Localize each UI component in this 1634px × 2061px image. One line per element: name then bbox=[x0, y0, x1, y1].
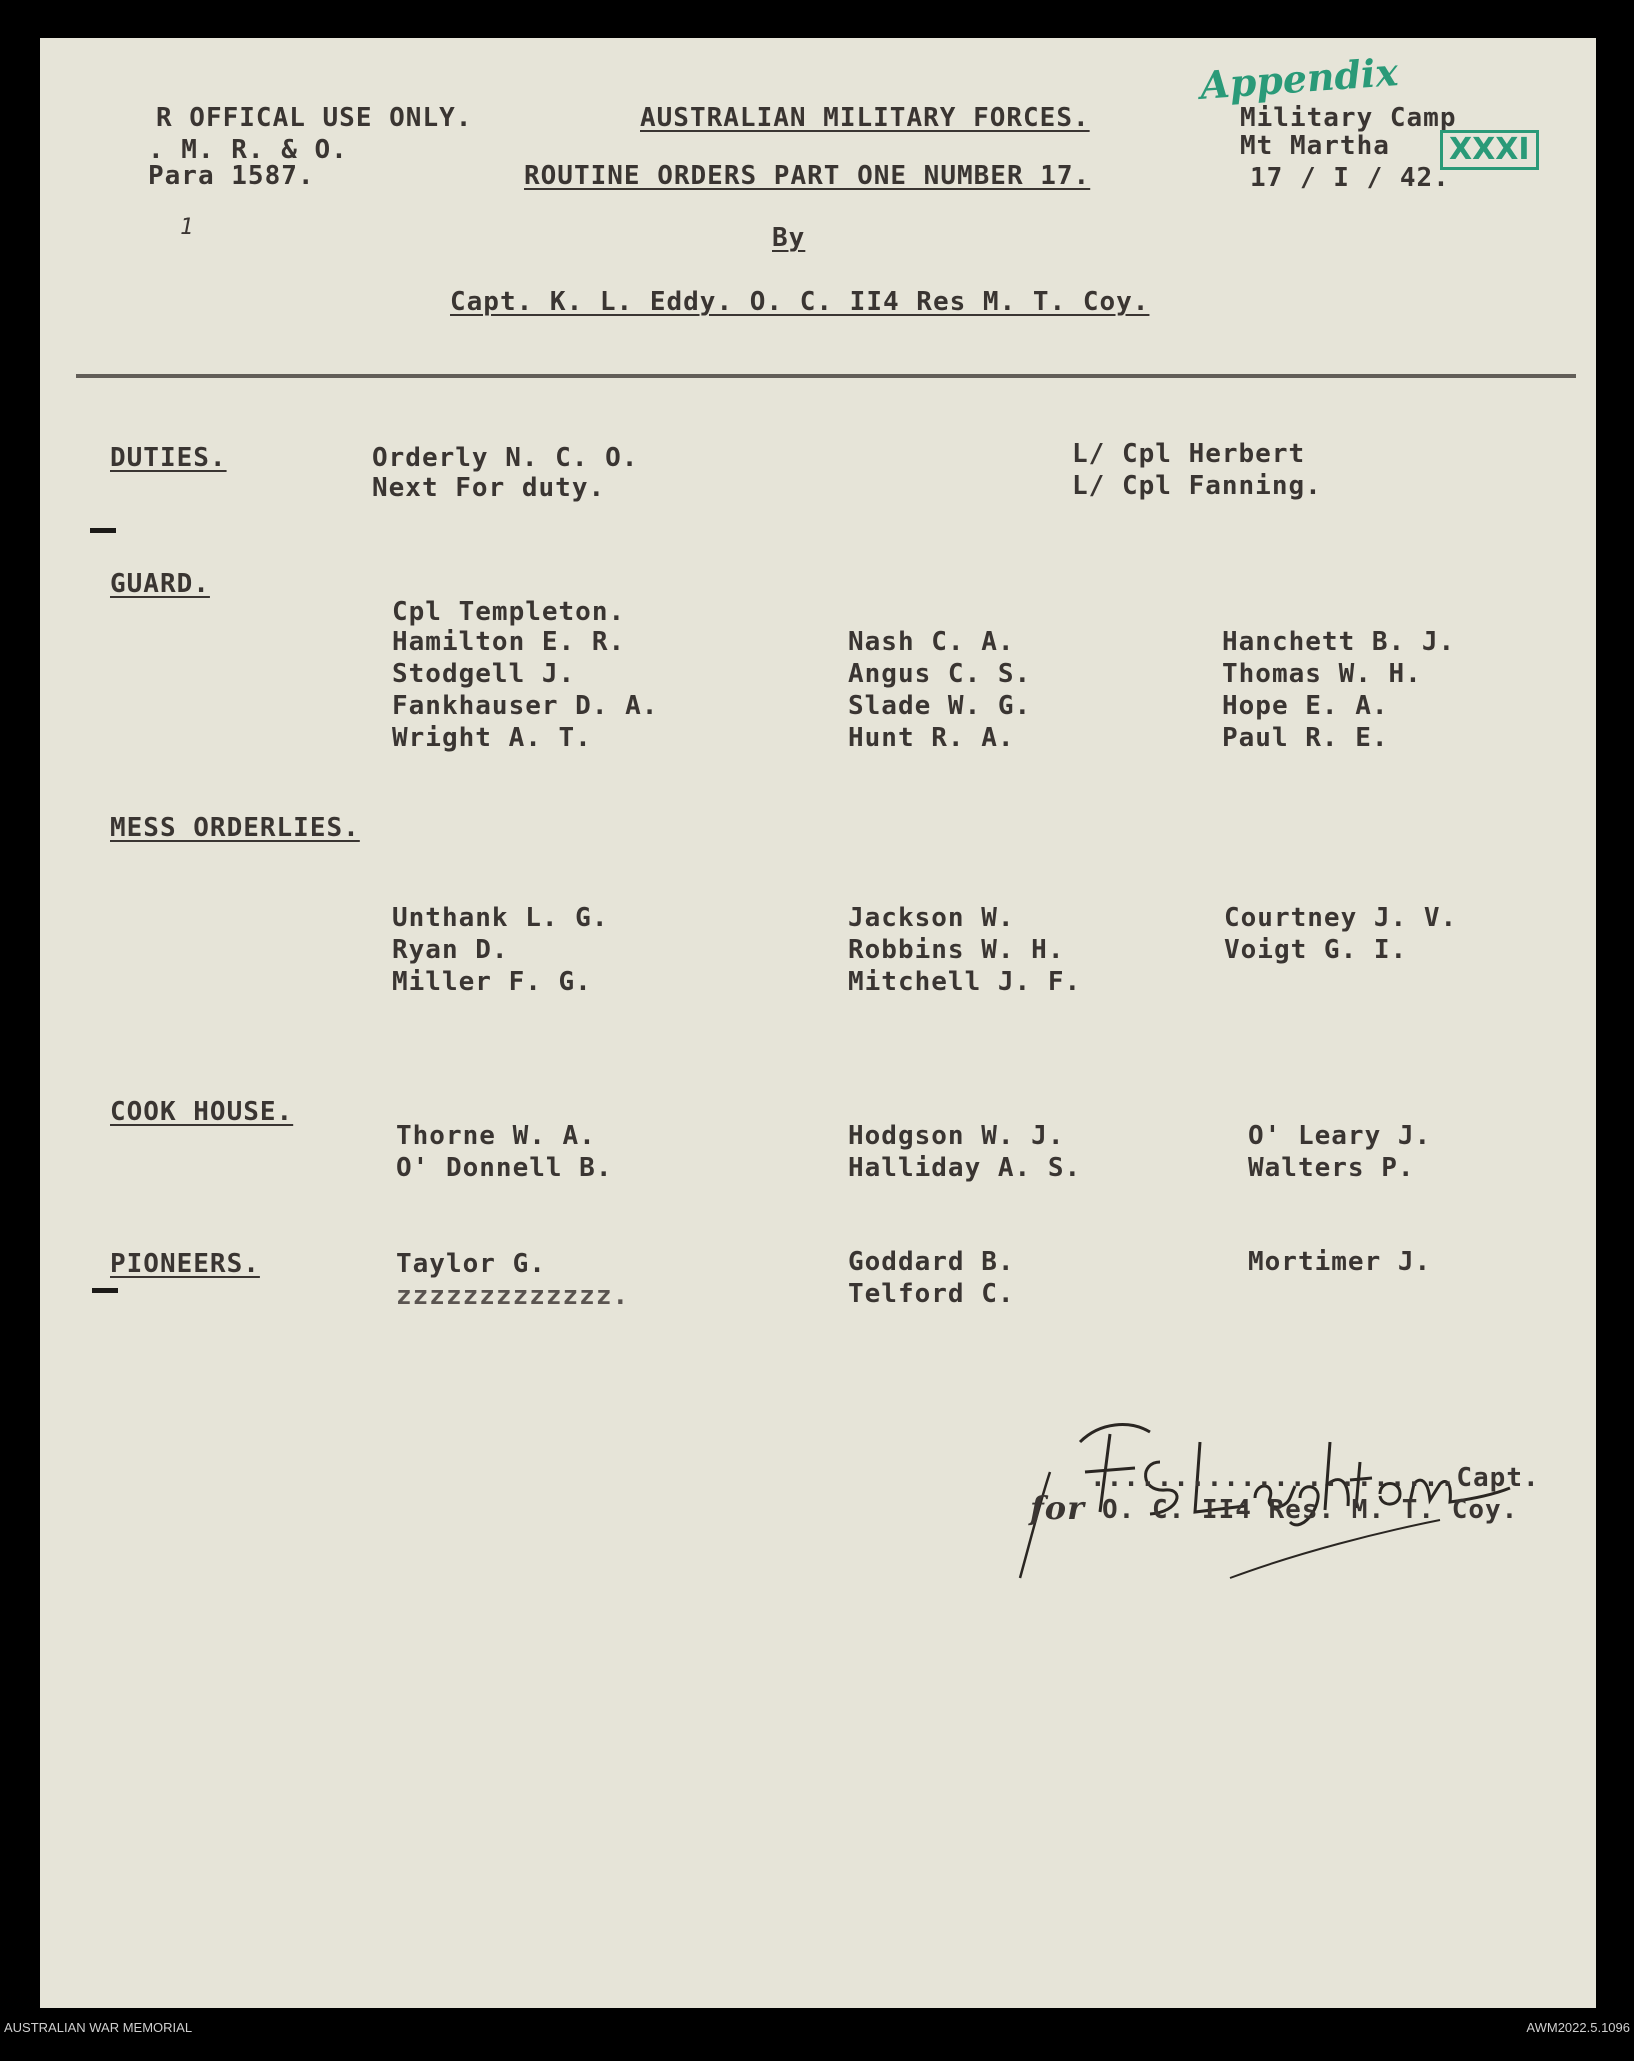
document-title: AUSTRALIAN MILITARY FORCES. bbox=[640, 103, 1090, 133]
list-item: Ryan D. bbox=[392, 935, 509, 965]
pioneers-column-1 bbox=[396, 1248, 629, 1312]
duty-name: L/ Cpl Fanning. bbox=[1072, 471, 1322, 501]
pioneers-column-3 bbox=[1248, 1246, 1431, 1278]
mess-column-1 bbox=[392, 902, 609, 998]
document-page bbox=[40, 38, 1596, 2008]
list-item: Goddard B. bbox=[848, 1247, 1015, 1277]
duty-name: L/ Cpl Herbert bbox=[1072, 439, 1306, 469]
guard-column-3 bbox=[1222, 626, 1455, 754]
list-item: Mitchell J. F. bbox=[848, 967, 1082, 997]
list-item: Taylor G. bbox=[396, 1249, 546, 1279]
footer-catalogue-id: AWM2022.5.1096 bbox=[1526, 2020, 1630, 2035]
document-subtitle: ROUTINE ORDERS PART ONE NUMBER 17. bbox=[524, 161, 1091, 191]
guard-column-2 bbox=[848, 626, 1031, 754]
list-item: Stodgell J. bbox=[392, 659, 576, 689]
camp-location: Mt Martha bbox=[1240, 131, 1390, 161]
appendix-handwriting: Appendix bbox=[1198, 49, 1400, 108]
list-item: Wright A. T. bbox=[392, 723, 592, 753]
list-item: O' Donnell B. bbox=[396, 1153, 613, 1183]
section-heading-pioneers: PIONEERS. bbox=[110, 1249, 260, 1279]
list-item: zzzzzzzzzzzzz. bbox=[396, 1281, 630, 1311]
header-reference: . M. R. & O. bbox=[148, 135, 348, 165]
list-item: O' Leary J. bbox=[1248, 1121, 1432, 1151]
list-item: Courtney J. V. bbox=[1224, 903, 1458, 933]
list-item: Hope E. A. bbox=[1222, 691, 1389, 721]
list-item: Thorne W. A. bbox=[396, 1121, 596, 1151]
list-item: Telford C. bbox=[848, 1279, 1015, 1309]
section-heading-duties: DUTIES. bbox=[110, 443, 227, 473]
by-label: By bbox=[772, 223, 806, 253]
guard-leader: Cpl Templeton. bbox=[392, 597, 626, 627]
list-item: Thomas W. H. bbox=[1222, 659, 1422, 689]
page-mark: 1 bbox=[180, 215, 195, 240]
list-item: Fankhauser D. A. bbox=[392, 691, 659, 721]
mess-column-2 bbox=[848, 902, 1081, 998]
signature-dots: ......................Capt. bbox=[1090, 1463, 1540, 1493]
list-item: Mortimer J. bbox=[1248, 1247, 1432, 1277]
camp-name: Military Camp bbox=[1240, 103, 1457, 133]
list-item: Miller F. G. bbox=[392, 967, 592, 997]
header-divider bbox=[76, 374, 1576, 378]
margin-dash bbox=[90, 528, 116, 533]
footer-institution: AUSTRALIAN WAR MEMORIAL bbox=[4, 2020, 193, 2035]
list-item: Nash C. A. bbox=[848, 627, 1015, 657]
section-heading-cook-house: COOK HOUSE. bbox=[110, 1097, 294, 1127]
duty-role: Next For duty. bbox=[372, 473, 606, 503]
signature-unit: O. C. II4 Res. M. T. Coy. bbox=[1102, 1495, 1519, 1525]
list-item: Hamilton E. R. bbox=[392, 627, 626, 657]
section-heading-guard: GUARD. bbox=[110, 569, 210, 599]
cook-column-2 bbox=[848, 1120, 1081, 1184]
cook-column-1 bbox=[396, 1120, 613, 1184]
order-date: 17 / I / 42. bbox=[1250, 163, 1450, 193]
list-item: Walters P. bbox=[1248, 1153, 1415, 1183]
header-para: Para 1587. bbox=[148, 161, 315, 191]
list-item: Robbins W. H. bbox=[848, 935, 1065, 965]
list-item: Hunt R. A. bbox=[848, 723, 1015, 753]
pioneers-column-2 bbox=[848, 1246, 1015, 1310]
list-item: Angus C. S. bbox=[848, 659, 1032, 689]
list-item: Paul R. E. bbox=[1222, 723, 1389, 753]
appendix-number-box: XXXI bbox=[1440, 130, 1539, 170]
signature-for: for bbox=[1030, 1489, 1085, 1527]
header-official-use: R OFFICAL USE ONLY. bbox=[156, 103, 473, 133]
cook-column-3 bbox=[1248, 1120, 1431, 1184]
list-item: Jackson W. bbox=[848, 903, 1015, 933]
list-item: Slade W. G. bbox=[848, 691, 1032, 721]
list-item: Halliday A. S. bbox=[848, 1153, 1082, 1183]
duty-role: Orderly N. C. O. bbox=[372, 443, 639, 473]
guard-column-1 bbox=[392, 626, 658, 754]
section-heading-mess-orderlies: MESS ORDERLIES. bbox=[110, 813, 360, 843]
list-item: Hanchett B. J. bbox=[1222, 627, 1456, 657]
issued-by: Capt. K. L. Eddy. O. C. II4 Res M. T. Coy. bbox=[450, 287, 1150, 317]
list-item: Unthank L. G. bbox=[392, 903, 609, 933]
list-item: Voigt G. I. bbox=[1224, 935, 1408, 965]
mess-column-3 bbox=[1224, 902, 1457, 966]
list-item: Hodgson W. J. bbox=[848, 1121, 1065, 1151]
margin-dash bbox=[92, 1288, 118, 1293]
